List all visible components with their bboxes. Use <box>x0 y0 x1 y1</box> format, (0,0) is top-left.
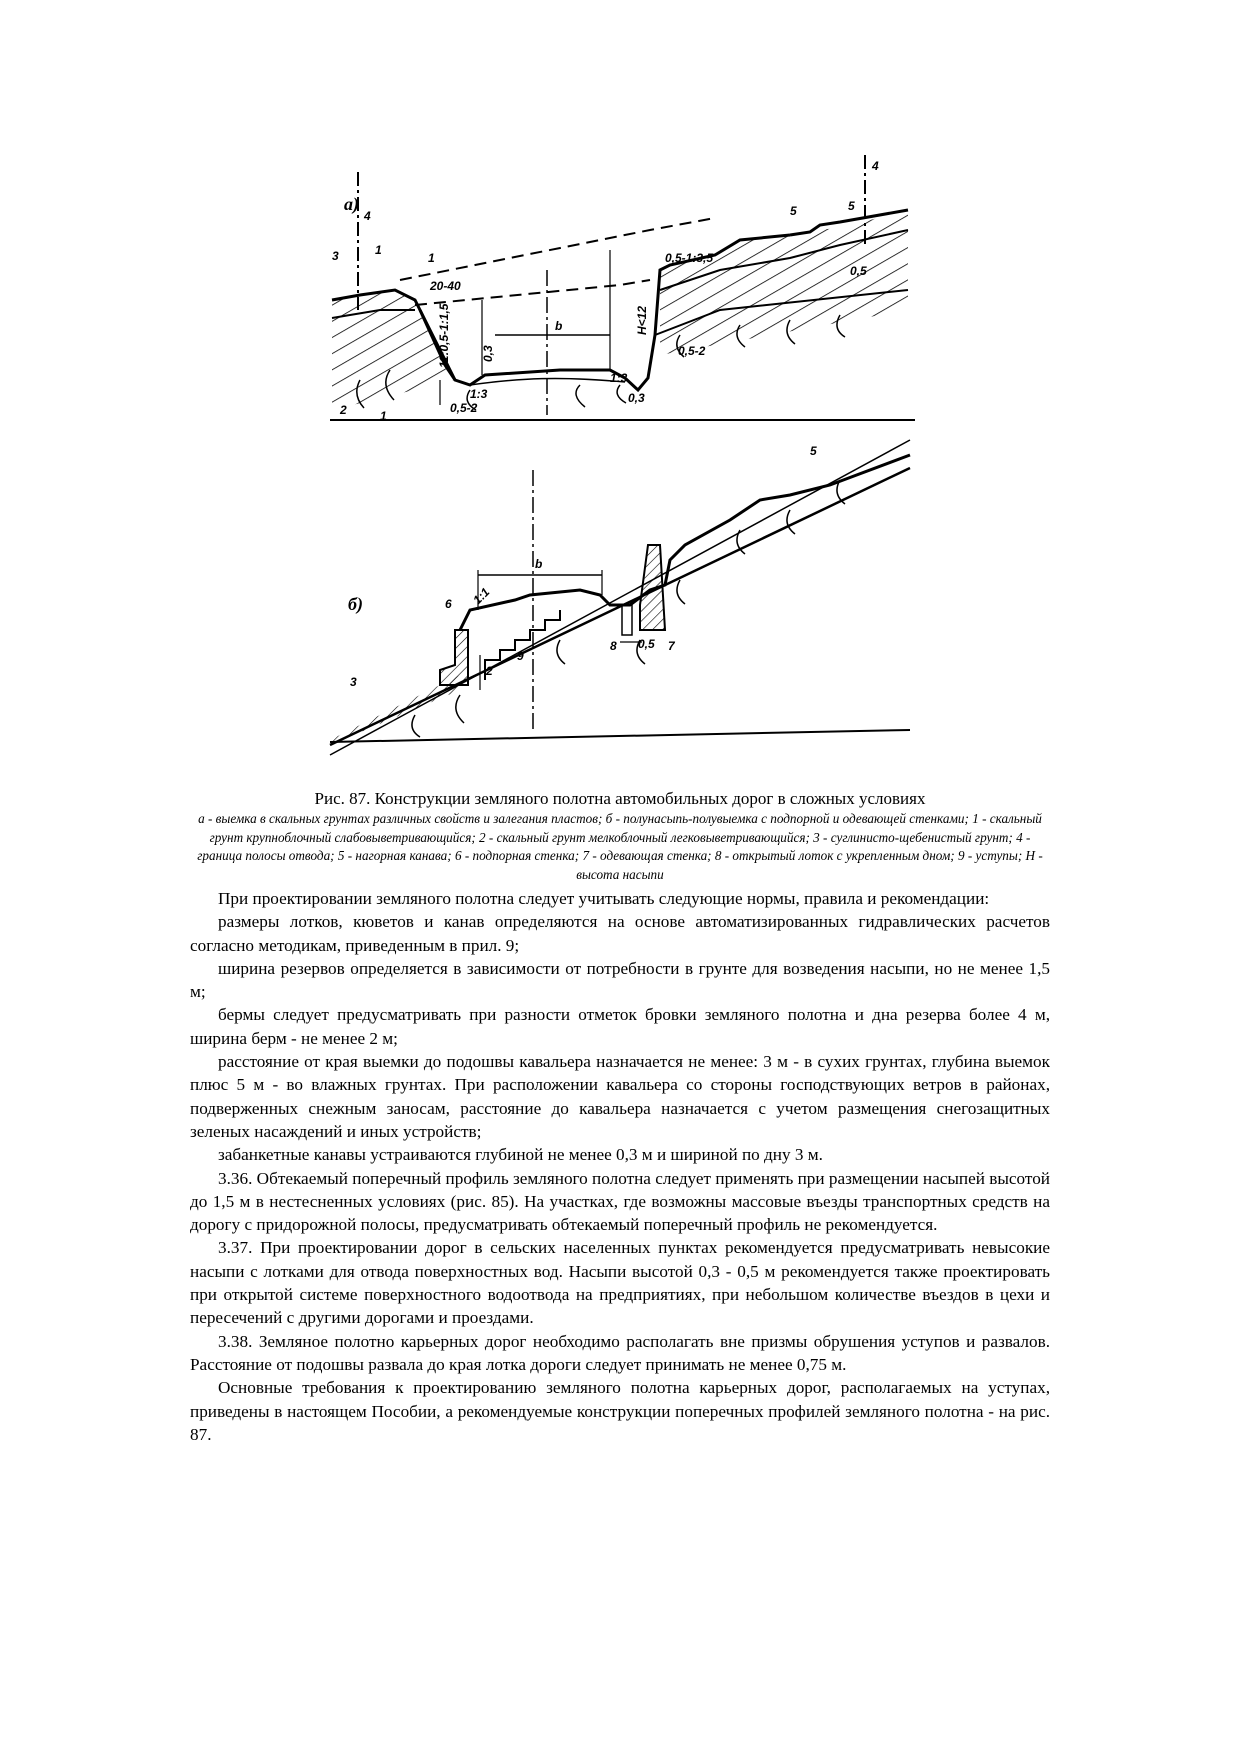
dim-a-0-5: 0,5 <box>850 264 867 278</box>
paragraph: 3.38. Земляное полотно карьерных дорог необходимо располагать вне призмы обрушения уступов и развалов. Расстояние от подошвы развала до края лотка дороги следует принимать не менее 0,75 м. <box>190 1331 1050 1374</box>
caption-legend: а - выемка в скальных грунтах различных свойств и залегания пластов; б - полунасыпь-полувыемка с подпорной и одевающей стенками; 1 - скальный грунт крупноблочный слабовыветривающийся; 2 - скальный грунт мелкоблочный легковыветривающийся; 3 - суглинисто-щебенистый грунт; 4 - граница полосы отвода; 5 - нагорная канава; 6 - подпорная стенка; 7 - одевающая стенка; 8 - открытый лоток с укрепленным дном; 9 - уступы; H - высота насыпи <box>197 811 1043 882</box>
paragraph: расстояние от края выемки до подошвы кавальера назначается не менее: 3 м - в сухих грунтах, глубина выемок плюс 5 м - во влажных грунтах. При расположении кавальера со стороны господствующих ветров в районах, подверженных снежным заносам, расстояние до кавальера назначается с учетом размещения снегозащитных зеленых насаждений и иных устройств; <box>190 1052 1050 1141</box>
dim-a-1-mid: 1 <box>428 251 435 265</box>
callout-b-7: 7 <box>668 639 675 653</box>
cross-section-drawing <box>320 150 920 770</box>
callout-a-2: 2 <box>340 403 347 417</box>
paragraph: размеры лотков, кюветов и канав определяются на основе автоматизированных гидравлических расчетов согласно методикам, приведенным в прил. 9; <box>190 912 1050 955</box>
callout-b-3: 3 <box>350 675 357 689</box>
callout-a-4-right: 4 <box>872 159 879 173</box>
callout-b-5: 5 <box>810 444 817 458</box>
paragraph: ширина резервов определяется в зависимости от потребности в грунте для возведения насыпи, но не менее 1,5 м; <box>190 958 1050 1002</box>
callout-b-b: b <box>535 557 543 571</box>
panel-b-label: б) <box>348 594 363 614</box>
panel-a-label: а) <box>344 194 359 214</box>
dim-a-b: b <box>555 319 563 333</box>
dim-a-0-5-2-right: 0,5-2 <box>678 344 706 358</box>
dim-a-5: 5 <box>790 204 797 218</box>
callout-b-6: 6 <box>445 597 452 611</box>
paragraph: Основные требования к проектированию земляного полотна карьерных дорог, располагаемых на уступах, приведены в настоящем Пособии, а рекомендуемые конструкции поперечных профилей земляного полотна - на рис. 87. <box>190 1378 1050 1444</box>
dim-a-slope-right: 0,5-1:3,5 <box>665 251 714 265</box>
paragraph: При проектировании земляного полотна следует учитывать следующие нормы, правила и рекомендации: <box>218 889 990 908</box>
paragraph: 3.37. При проектировании дорог в сельских населенных пунктах рекомендуется предусматривать невысокие насыпи с лотками для отвода поверхностных вод. Насыпи высотой 0,3 - 0,5 м рекомендуется также проектировать при открытой системе поверхностного водоотвода на предприятиях, при небольшом количестве въездов в цехи и пересечений с другими дорогами и проездами. <box>190 1238 1050 1328</box>
dim-a-slope-left: 11:0,5-1:1,5 <box>437 303 451 368</box>
figure-87 <box>320 150 920 770</box>
dim-a-20-40: 20-40 <box>430 279 461 293</box>
paragraph: бермы следует предусматривать при разности отметок бровки земляного полотна и дна резерва более 4 м, ширина берм - не менее 2 м; <box>190 1005 1050 1048</box>
dim-a-H: H<12 <box>635 305 649 335</box>
body-text <box>190 887 1050 1446</box>
callout-a-4-left: 4 <box>364 209 371 223</box>
callout-b-1-1: 1:1 <box>470 584 493 608</box>
callout-b-8: 8 <box>610 639 617 653</box>
figure-caption <box>190 788 1050 884</box>
paragraph: забанкетные канавы устраиваются глубиной не менее 0,3 м и шириной по дну 3 м. <box>218 1145 823 1165</box>
dim-a-0-5-2-left: 0,5-2 <box>450 401 478 415</box>
dim-a-0-3-right: 0,3 <box>628 391 645 405</box>
callout-b-9: 9 <box>517 649 524 663</box>
callout-b-2: 2 <box>486 664 493 678</box>
dim-a-1-3-right: 1:3 <box>610 371 628 385</box>
callout-b-0-5: 0,5 <box>638 637 655 651</box>
callout-a-3: 3 <box>332 249 339 263</box>
dim-a-1-left: 1 <box>375 243 382 257</box>
paragraph: 3.36. Обтекаемый поперечный профиль земляного полотна следует применять при размещении насыпей высотой до 1,5 м в нестесненных условиях (рис. 85). На участках, где возможны массовые въезды транспортных средств на дорогу с придорожной полосы, предусматривать обтекаемый поперечный профиль не рекомендуется. <box>190 1168 1050 1235</box>
dim-a-1-3-left: 1:3 <box>470 387 488 401</box>
panel-a <box>330 155 915 423</box>
caption-title: Рис. 87. Конструкции земляного полотна автомобильных дорог в сложных условиях <box>314 789 926 808</box>
dim-a-0-3-left: 0,3 <box>481 345 495 362</box>
callout-a-5: 5 <box>848 199 855 213</box>
panel-b <box>330 440 910 755</box>
callout-a-1: 1 <box>380 409 387 423</box>
